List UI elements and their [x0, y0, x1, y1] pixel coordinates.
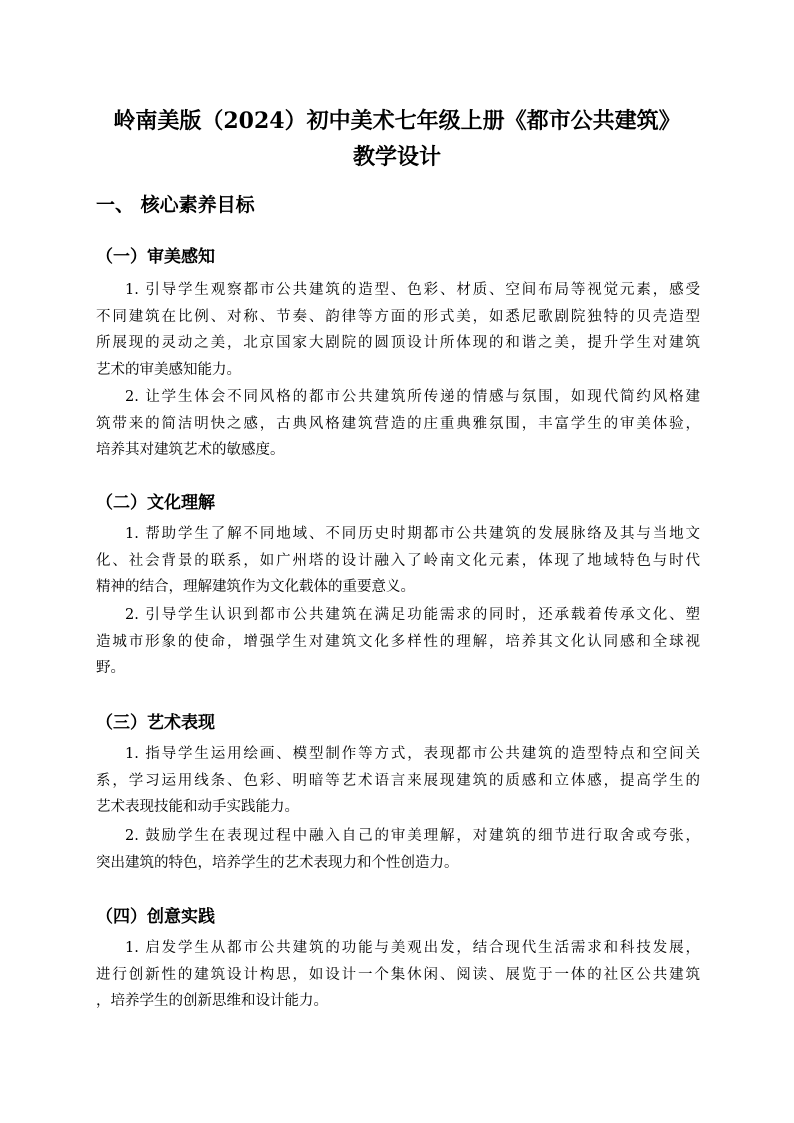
- text-line: 突出建筑的特色，培养学生的艺术表现力和个性创造力。: [96, 854, 459, 871]
- paragraph-culture-2: [96, 602, 700, 682]
- text-line: 1. 指导学生运用绘画、模型制作等方式，表现都市公共建筑的造型特点和空间关: [125, 746, 700, 762]
- text-line: 1. 帮助学生了解不同地域、不同历史时期都市公共建筑的发展脉络及其与当地文: [125, 526, 700, 542]
- text-line: 精神的结合，理解建筑作为文化载体的重要意义。: [96, 579, 415, 595]
- text-line: 艺术表现技能和动手实践能力。: [96, 799, 299, 815]
- text-line: 1. 引导学生观察都市公共建筑的造型、色彩、材质、空间布局等视觉元素，感受: [125, 282, 700, 298]
- document-title-line2: 教学设计: [352, 144, 441, 170]
- subsection-heading-aesthetic: （一）审美感知: [96, 247, 215, 267]
- text-line: 化、社会背景的联系，如广州塔的设计融入了岭南文化元素，体现了地域特色与时代: [96, 552, 700, 569]
- paragraph-aesthetic-1: [96, 277, 700, 383]
- subsection-heading-expression: （三）艺术表现: [96, 713, 215, 733]
- paragraph-culture-1: [96, 521, 700, 601]
- text-line: 2. 鼓励学生在表现过程中融入自己的审美理解，对建筑的细节进行取舍或夸张，: [125, 828, 700, 844]
- paragraph-creative-1: [96, 935, 700, 1015]
- text-line: 2. 让学生体会不同风格的都市公共建筑所传递的情感与氛围，如现代简约风格建: [125, 389, 700, 405]
- section-heading-core-goals: 一、 核心素养目标: [96, 194, 255, 216]
- text-line: 不同建筑在比例、对称、节奏、韵律等方面的形式美，如悉尼歌剧院独特的贝壳造型: [96, 308, 700, 325]
- text-line: 系，学习运用线条、色彩、明暗等艺术语言来展现建筑的质感和立体感，提高学生的: [96, 772, 700, 789]
- paragraph-expression-1: [96, 741, 700, 821]
- text-line: 造城市形象的使命，增强学生对建筑文化多样性的理解，培养其文化认同感和全球视: [96, 633, 700, 650]
- document-title-line1: 岭南美版（2024）初中美术七年级上册《都市公共建筑》: [113, 108, 681, 134]
- paragraph-aesthetic-2: [96, 384, 700, 464]
- subsection-heading-creative: （四）创意实践: [96, 907, 215, 927]
- text-line: 培养其对建筑艺术的敏感度。: [96, 442, 285, 458]
- text-line: 1. 启发学生从都市公共建筑的功能与美观出发，结合现代生活需求和科技发展，: [125, 940, 700, 956]
- text-line: 2. 引导学生认识到都市公共建筑在满足功能需求的同时，还承载着传承文化、塑: [125, 607, 700, 623]
- text-line: ，培养学生的创新思维和设计能力。: [96, 993, 328, 1009]
- text-line: 筑带来的简洁明快之感，古典风格建筑营造的庄重典雅氛围，丰富学生的审美体验，: [96, 415, 700, 432]
- text-line: 艺术的审美感知能力。: [96, 361, 241, 378]
- subsection-heading-culture: （二）文化理解: [96, 493, 215, 513]
- text-line: 进行创新性的建筑设计构思，如设计一个集休闲、阅读、展览于一体的社区公共建筑: [96, 966, 700, 983]
- text-line: 野。: [96, 660, 125, 676]
- paragraph-expression-2: [96, 823, 700, 876]
- text-line: 所展现的灵动之美，北京国家大剧院的圆顶设计所体现的和谐之美，提升学生对建筑: [96, 335, 700, 351]
